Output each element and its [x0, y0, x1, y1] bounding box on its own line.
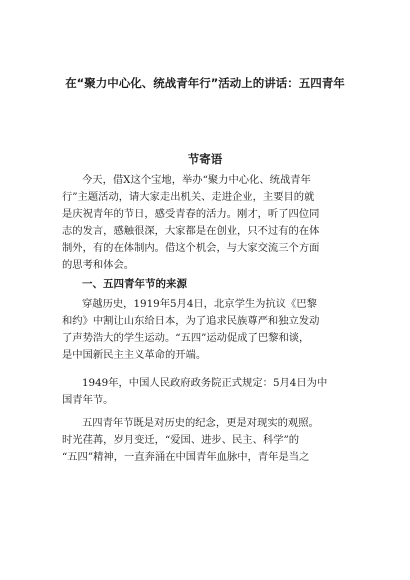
paragraph-line: 志的发言，感触很深，大家都是在创业，只不过有的在体: [62, 225, 320, 237]
paragraph-line: 制外，有的在体制内。借这个机会，与大家交流三个方面: [62, 242, 320, 254]
paragraph-line: 的思考和体会。: [62, 259, 135, 271]
paragraph-line: 是中国新民主主义革命的开端。: [62, 349, 207, 361]
intro-paragraph: [62, 172, 352, 274]
paragraph-1: [62, 296, 352, 364]
paragraph-line: 是庆祝青年的节日，感受青春的活力。刚才，听了四位同: [62, 208, 320, 220]
paragraph-line: 时光荏苒，岁月变迁，“爱国、进步、民主、科学”的: [62, 434, 300, 446]
paragraph-2: [62, 375, 352, 409]
document-title-line-1: 在“聚力中心化、统战青年行”活动上的讲话：五四青年: [65, 76, 345, 90]
paragraph-line: 穿越历史，1919年5月4日，北京学生为抗议《巴黎: [82, 298, 317, 310]
paragraph-line: 今天，借X这个宝地，举办“聚力中心化、统战青年: [82, 174, 311, 186]
paragraph-line: 五四青年节既是对历史的纪念，更是对现实的观照。: [82, 417, 319, 429]
paragraph-3: [62, 415, 352, 466]
paragraph-line: 国青年节。: [62, 394, 114, 406]
section-heading: 一、五四青年节的来源: [82, 278, 187, 290]
paragraph-line: “五四”精神，一直奔涌在中国青年血脉中，青年是当之: [62, 451, 310, 463]
paragraph-line: 1949年，中国人民政府政务院正式规定：5月4日为中: [82, 377, 328, 389]
paragraph-line: 了声势浩大的学生运动。“五四”运动促成了巴黎和谈，: [62, 332, 310, 344]
paragraph-line: 和约》中割让山东给日本，为了追求民族尊严和独立发动: [62, 315, 320, 327]
document-title-line-2: 节寄语: [187, 152, 223, 166]
paragraph-line: 行”主题活动，请大家走出机关、走进企业，主要目的就: [62, 191, 315, 203]
